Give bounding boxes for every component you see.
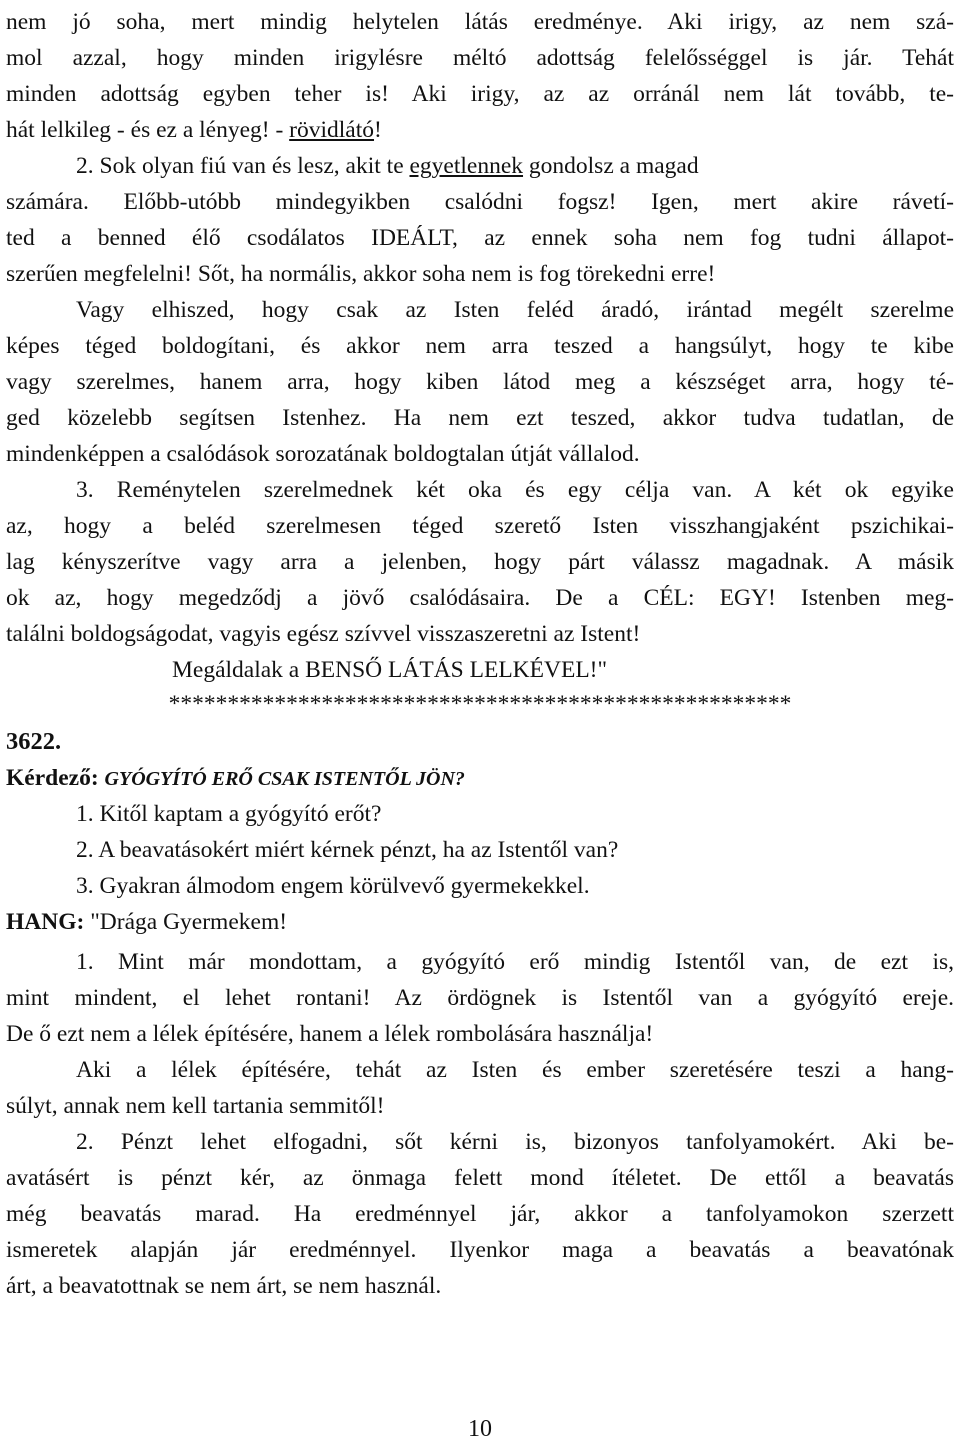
answer-header bbox=[6, 904, 954, 940]
text-line: számára. Előbb-utóbb mindegyikben csalódni fogsz! Igen, mert akire rávetí- bbox=[6, 189, 954, 215]
text-line: ged közelebb segítsen Istenhez. Ha nem ezt teszed, akkor tudva tudatlan, de bbox=[6, 405, 954, 431]
text-segment: 2. Sok olyan fiú van és lesz, akit te bbox=[76, 153, 410, 179]
text-line: De ő ezt nem a lélek építésére, hanem a lélek rombolására használja! bbox=[6, 1021, 654, 1047]
question-item: 3. Gyakran álmodom engem körülvevő gyermekekkel. bbox=[76, 873, 590, 899]
text-line: szerűen megfelelni! Sőt, ha normális, akkor soha nem is fog törekedni erre! bbox=[6, 261, 716, 287]
text-line: ted a benned élő csodálatos IDEÁLT, az ennek soha nem fog tudni állapot- bbox=[6, 225, 954, 251]
text-line: képes téged boldogítani, és akkor nem arra teszed a hangsúlyt, hogy te kibe bbox=[6, 333, 954, 359]
question-item: 1. Kitől kaptam a gyógyító erőt? bbox=[76, 801, 382, 827]
text-line bbox=[6, 112, 954, 148]
text-line: Vagy elhiszed, hogy csak az Isten feléd áradó, irántad megélt szerelme bbox=[76, 297, 954, 323]
text-segment: hát lelkileg - és ez a lényeg! - bbox=[6, 117, 290, 143]
text-line: árt, a beavatottnak se nem árt, se nem használ. bbox=[6, 1273, 442, 1299]
text-line: vagy szerelmes, hanem arra, hogy kiben látod meg a készséget arra, hogy té- bbox=[6, 369, 954, 395]
text-line: mint mindent, el lehet rontani! Az ördögnek is Istentől van a gyógyító ereje. bbox=[6, 985, 954, 1011]
underlined-word: rövidlátó bbox=[289, 117, 375, 143]
question-item: 2. A beavatásokért miért kérnek pénzt, ha az Istentől van? bbox=[76, 837, 619, 863]
text-segment: ! bbox=[374, 117, 382, 143]
text-line: súlyt, annak nem kell tartania semmitől! bbox=[6, 1093, 385, 1119]
question-header bbox=[6, 760, 954, 797]
text-line: 3. Reménytelen szerelmednek két oka és egy célja van. A két ok egyike bbox=[76, 477, 954, 503]
text-line: avatásért is pénzt kér, az önmaga felett mond ítéletet. De ettől a beavatás bbox=[6, 1165, 954, 1191]
question-title: GYÓGYÍTÓ ERŐ CSAK ISTENTŐL JÖN? bbox=[104, 768, 465, 790]
text-line: ok az, hogy megedződj a jövő csalódásaira. De a CÉL: EGY! Istenben meg- bbox=[6, 585, 954, 611]
text-line: ismeretek alapján jár eredménnyel. Ilyenkor maga a beavatás a beavatónak bbox=[6, 1237, 954, 1263]
asterisk-separator: ***************************************************** bbox=[168, 691, 792, 717]
text-line: 2. Pénzt lehet elfogadni, sőt kérni is, bizonyos tanfolyamokért. Aki be- bbox=[76, 1129, 954, 1155]
text-line: mol azzal, hogy minden irigylésre méltó adottság felelősséggel is jár. Tehát bbox=[6, 45, 954, 71]
text-line: Aki a lélek építésére, tehát az Isten és ember szeretésére teszi a hang- bbox=[76, 1057, 954, 1083]
text-line: nem jó soha, mert mindig helytelen látás eredménye. Aki irigy, az nem szá- bbox=[6, 9, 954, 35]
text-line: találni boldogságodat, vagyis egész szívvel visszaszeretni az Istent! bbox=[6, 621, 641, 647]
underlined-word: egyetlennek bbox=[409, 153, 524, 179]
answer-label: HANG: bbox=[6, 909, 91, 935]
text-line: az, hogy a beléd szerelmesen téged szerető Isten visszhangjaként pszichikai- bbox=[6, 513, 954, 539]
text-line: 1. Mint már mondottam, a gyógyító erő mindig Istentől van, de ezt is, bbox=[76, 949, 954, 975]
message-number: 3622. bbox=[6, 728, 62, 755]
text-line bbox=[6, 148, 954, 184]
text-line: lag kényszerítve vagy arra a jelenben, hogy párt válassz magadnak. A másik bbox=[6, 549, 954, 575]
text-line: még beavatás marad. Ha eredménnyel jár, akkor a tanfolyamokon szerzett bbox=[6, 1201, 954, 1227]
text-segment: gondolsz a magad bbox=[523, 153, 699, 179]
page-number: 10 bbox=[468, 1416, 492, 1442]
text-line: minden adottság egyben teher is! Aki irigy, az az orránál nem lát tovább, te- bbox=[6, 81, 954, 107]
text-line: mindenképpen a csalódások sorozatának boldogtalan útját vállalod. bbox=[6, 441, 640, 467]
blessing-line: Megáldalak a BENSŐ LÁTÁS LELKÉVEL!" bbox=[172, 657, 608, 683]
questioner-label: Kérdező: bbox=[6, 765, 105, 791]
salutation: "Drága Gyermekem! bbox=[90, 909, 288, 935]
